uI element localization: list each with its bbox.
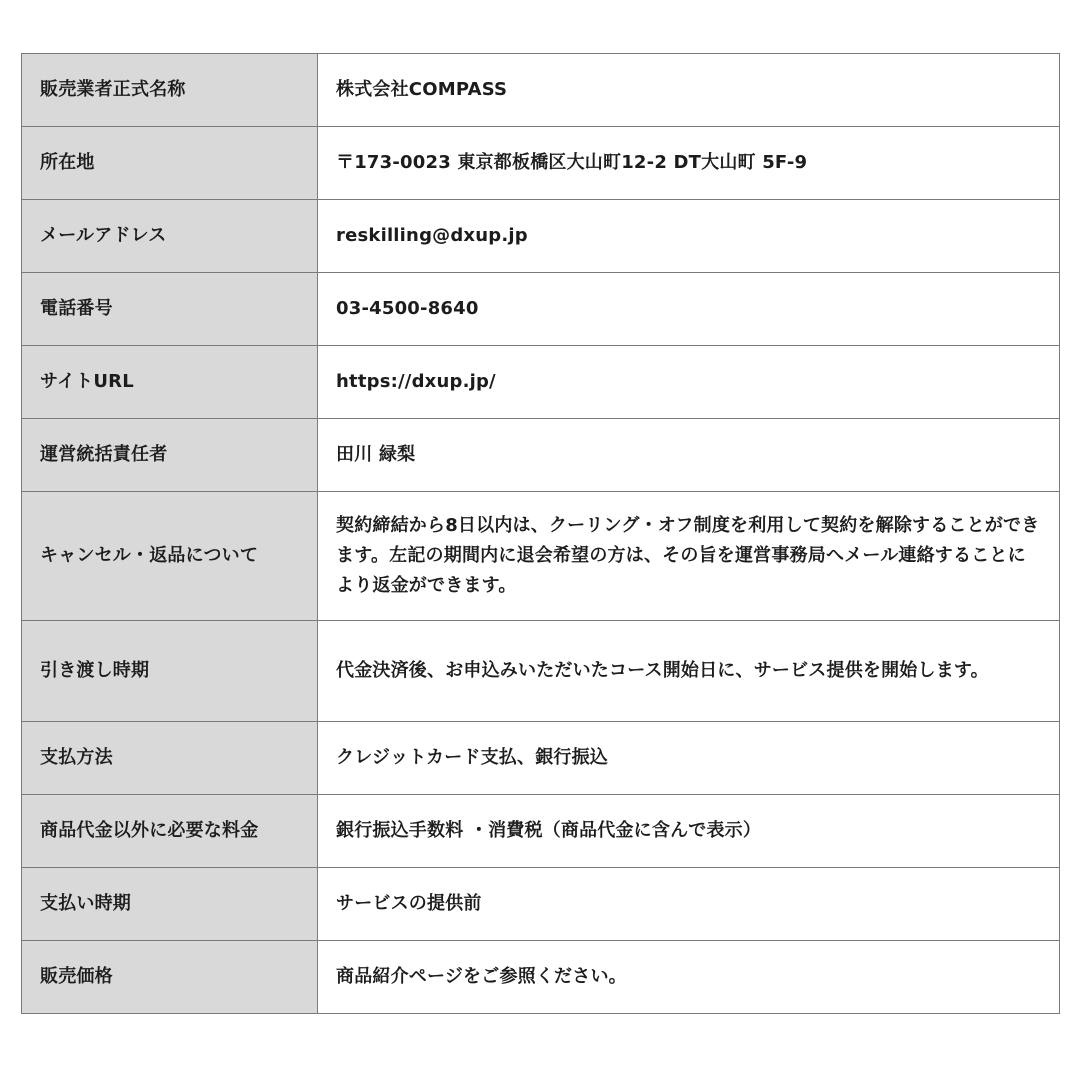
seller-info-table — [21, 53, 1060, 1014]
row-label-payment-timing: 支払い時期 — [22, 868, 318, 941]
table-row — [22, 419, 1060, 492]
row-value-email: reskilling@dxup.jp — [318, 200, 1060, 273]
table-row — [22, 492, 1060, 621]
table-row — [22, 54, 1060, 127]
row-value-extra-fees: 銀行振込手数料 ・消費税（商品代金に含んで表示） — [318, 795, 1060, 868]
row-label-address: 所在地 — [22, 127, 318, 200]
row-value-seller-name: 株式会社COMPASS — [318, 54, 1060, 127]
table-row — [22, 273, 1060, 346]
row-value-delivery-time: 代金決済後、お申込みいただいたコース開始日に、サービス提供を開始します。 — [318, 621, 1060, 722]
row-label-manager: 運営統括責任者 — [22, 419, 318, 492]
row-value-address: 〒173-0023 東京都板橋区大山町12-2 DT大山町 5F-9 — [318, 127, 1060, 200]
row-label-payment-method: 支払方法 — [22, 722, 318, 795]
row-value-cancellation: 契約締結から8日以内は、クーリング・オフ制度を利用して契約を解除することができます。左記の期間内に退会希望の方は、その旨を運営事務局へメール連絡することにより返金ができます。 — [318, 492, 1060, 621]
table-row — [22, 795, 1060, 868]
table-row — [22, 722, 1060, 795]
row-value-payment-timing: サービスの提供前 — [318, 868, 1060, 941]
row-value-manager: 田川 緑梨 — [318, 419, 1060, 492]
table-row — [22, 200, 1060, 273]
row-value-price: 商品紹介ページをご参照ください。 — [318, 941, 1060, 1014]
row-label-seller-name: 販売業者正式名称 — [22, 54, 318, 127]
row-value-payment-method: クレジットカード支払、銀行振込 — [318, 722, 1060, 795]
table-row — [22, 127, 1060, 200]
table-row — [22, 941, 1060, 1014]
row-label-email: メールアドレス — [22, 200, 318, 273]
row-label-phone: 電話番号 — [22, 273, 318, 346]
row-value-phone: 03-4500-8640 — [318, 273, 1060, 346]
row-label-cancellation: キャンセル・返品について — [22, 492, 318, 621]
table-row — [22, 346, 1060, 419]
row-label-extra-fees: 商品代金以外に必要な料金 — [22, 795, 318, 868]
row-label-site-url: サイトURL — [22, 346, 318, 419]
row-value-site-url: https://dxup.jp/ — [318, 346, 1060, 419]
row-label-delivery-time: 引き渡し時期 — [22, 621, 318, 722]
table-row — [22, 621, 1060, 722]
table-row — [22, 868, 1060, 941]
row-label-price: 販売価格 — [22, 941, 318, 1014]
